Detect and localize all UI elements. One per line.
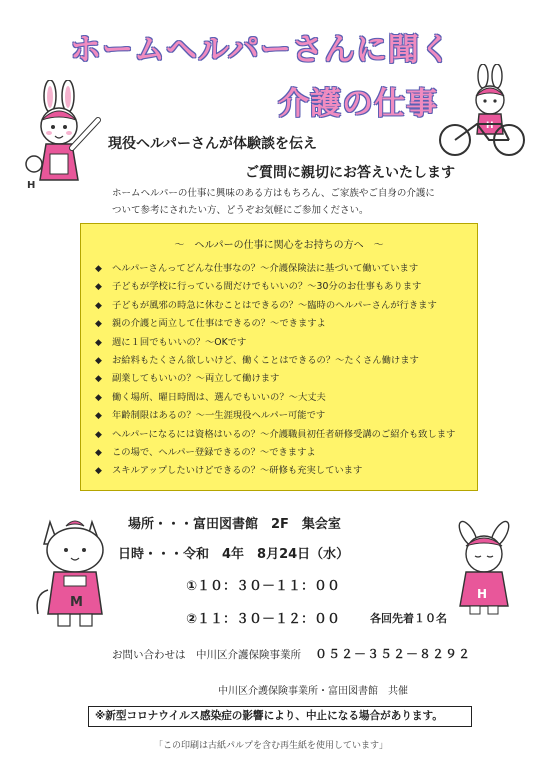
event-session-1: ①１０：３０－１１：００ bbox=[186, 579, 341, 594]
diamond-icon: ◆ bbox=[95, 429, 102, 440]
subtitle-line-1: 現役ヘルパーさんが体験談を伝え bbox=[108, 136, 318, 152]
event-place: 場所・・・富田図書館 2F 集会室 bbox=[128, 517, 341, 532]
contact-line bbox=[112, 645, 471, 662]
diamond-icon: ◆ bbox=[95, 337, 102, 348]
list-item: ◆ 副業してもいいの？～両立して働けます bbox=[95, 370, 455, 388]
diamond-icon: ◆ bbox=[95, 355, 102, 366]
rabbit-badge-h: H bbox=[477, 587, 488, 601]
diamond-icon: ◆ bbox=[95, 300, 102, 311]
cat-badge-m: M bbox=[70, 595, 83, 610]
list-item: ◆ 子どもが学校に行っている間だけでもいいの？～30分のお仕事もあります bbox=[95, 278, 455, 296]
diamond-icon: ◆ bbox=[95, 374, 102, 385]
diamond-icon: ◆ bbox=[95, 447, 102, 458]
rabbit-bowing-illustration bbox=[450, 510, 518, 616]
list-item: ◆ 親の介護と両立して仕事はできるの？～できますよ bbox=[95, 315, 455, 333]
rabbit-pointing-illustration bbox=[22, 80, 108, 192]
contact-label: お問い合わせは 中川区介護保険事業所 bbox=[112, 649, 301, 661]
diamond-icon: ◆ bbox=[95, 411, 102, 422]
qa-list bbox=[95, 260, 455, 481]
title-line-2: 介護の仕事 bbox=[278, 86, 438, 122]
title-line-1: ホームヘルパーさんに聞く bbox=[70, 32, 452, 68]
list-item: ◆ ヘルパーになるには資格はいるの？～介護職員初任者研修受講のご紹介も致します bbox=[95, 426, 455, 444]
list-item: ◆ 週に１回でもいいの？～OKです bbox=[95, 334, 455, 352]
list-item: ◆ ヘルパーさんってどんな仕事なの？～介護保険法に基づいて働いています bbox=[95, 260, 455, 278]
list-item: ◆ 子どもが風邪の時急に休むことはできるの？～臨時のヘルパーさんが行きます bbox=[95, 297, 455, 315]
recycled-paper-footer: 「この印刷は古紙パルプを含む再生紙を使用しています」 bbox=[153, 741, 388, 751]
intro-text: ホームヘルパーの仕事に興味のある方はもちろん、ご家族やご自身の介護について参考にされたい方、どうぞお気軽にご参加ください。 bbox=[112, 188, 435, 216]
event-date: 日時・・・令和 4年 8月24日（水） bbox=[118, 547, 350, 562]
contact-phone: ０５２－３５２－８２９２ bbox=[315, 647, 472, 661]
diamond-icon: ◆ bbox=[95, 392, 102, 403]
rabbit-badge-h: H bbox=[27, 180, 36, 191]
diamond-icon: ◆ bbox=[95, 282, 102, 293]
list-item: ◆ お給料もたくさん欲しいけど、働くことはできるの？～たくさん働けます bbox=[95, 352, 455, 370]
rabbit-bicycle-illustration bbox=[437, 64, 527, 160]
list-item: ◆ この場で、ヘルパー登録できるの？～できますよ bbox=[95, 444, 455, 462]
cohost-text: 中川区介護保険事業所・富田図書館 共催 bbox=[218, 686, 408, 697]
diamond-icon: ◆ bbox=[95, 319, 102, 330]
list-item: ◆ スキルアップしたいけどできるの？～研修も充実しています bbox=[95, 462, 455, 480]
qa-box-heading: ～ ヘルパーの仕事に関心をお持ちの方へ ～ bbox=[174, 240, 384, 251]
diamond-icon: ◆ bbox=[95, 264, 102, 274]
event-capacity: 各回先着１０名 bbox=[370, 612, 447, 625]
list-item: ◆ 年齢制限はあるの？～一生涯現役ヘルパー可能です bbox=[95, 407, 455, 425]
subtitle-line-2: ご質問に親切にお答えいたします bbox=[245, 165, 455, 181]
qa-box bbox=[80, 223, 478, 491]
covid-notice: ※新型コロナウイルス感染症の影響により、中止になる場合があります。 bbox=[88, 706, 472, 727]
event-session-2: ②１１：３０－１２：００ bbox=[186, 612, 341, 627]
cat-illustration bbox=[30, 510, 122, 630]
diamond-icon: ◆ bbox=[95, 466, 102, 477]
list-item: ◆ 働く場所、曜日時間は、選んでもいいの？～大丈夫 bbox=[95, 389, 455, 407]
svg-text:H: H bbox=[486, 121, 494, 131]
